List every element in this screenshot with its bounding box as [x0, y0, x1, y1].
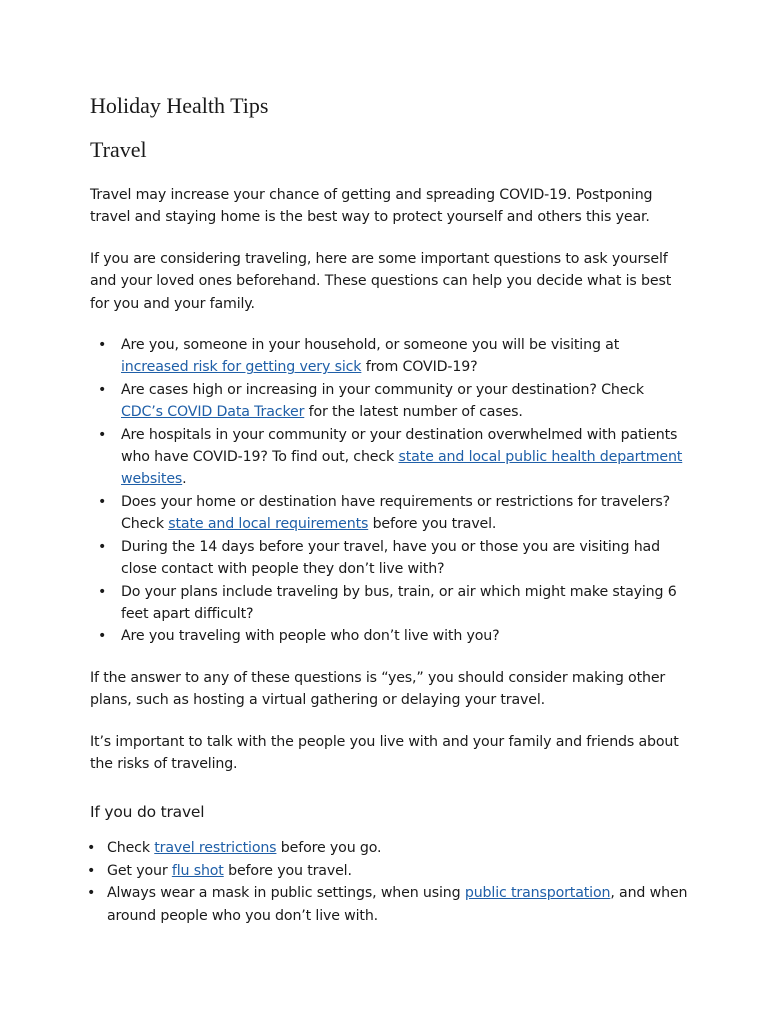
list-item-text: for the latest number of cases.	[304, 404, 523, 421]
intro-paragraph: Travel may increase your chance of getting and spreading COVID-19. Postponing travel and staying home is the best way to protect yourself and others this year.	[90, 187, 653, 226]
list-item-text: before you travel.	[368, 516, 497, 533]
list-item-text: Are hospitals in your community or your destination overwhelmed with patients who have COVID-19? To find out, check	[121, 426, 678, 466]
list-item-text: Get your	[107, 862, 172, 879]
list-item-text: Are you, someone in your household, or someone you will be visiting at	[121, 337, 620, 354]
list-item-text: Does your home or destination have requirements or restrictions for travelers? Check	[121, 493, 671, 533]
list-item-text: Are cases high or increasing in your community or your destination? Check	[121, 381, 644, 398]
list-item	[90, 334, 690, 379]
questions-list	[90, 334, 690, 648]
covid-data-tracker-link[interactable]: CDC’s COVID Data Tracker	[121, 404, 305, 421]
list-item	[90, 491, 690, 536]
travel-tips-list	[90, 837, 690, 927]
list-item	[90, 860, 690, 882]
travel-restrictions-link[interactable]: travel restrictions	[154, 840, 277, 857]
list-item: • Do your plans include traveling by bus, train, or air which might make staying 6 feet apart difficult?	[90, 581, 690, 626]
increased-risk-link[interactable]: increased risk for getting very sick	[121, 359, 362, 376]
page-title: Holiday Health Tips	[90, 93, 269, 118]
list-item: • During the 14 days before your travel, have you or those you are visiting had close contact with people they don’t live with?	[90, 536, 690, 581]
if-you-do-travel-heading: If you do travel	[90, 803, 205, 822]
list-item-text: .	[182, 471, 187, 488]
flu-shot-link[interactable]: flu shot	[171, 862, 224, 879]
list-item-text: , and when around people who you don’t live with.	[107, 885, 688, 924]
list-item	[90, 882, 690, 927]
list-item-text: Check	[107, 840, 155, 857]
document-page	[90, 92, 690, 927]
local-requirements-link[interactable]: state and local requirements	[168, 516, 369, 533]
considering-paragraph: If you are considering traveling, here are some important questions to ask yourself and your loved ones beforehand. These questions can help you decide what is best for you and your family.	[90, 250, 672, 312]
list-item: • Are you traveling with people who don’t live with you?	[90, 625, 690, 647]
list-item-text: before you travel.	[223, 862, 352, 879]
section-title-travel: Travel	[90, 137, 147, 162]
list-item	[90, 379, 690, 424]
health-department-websites-link[interactable]: state and local public health department websites	[121, 449, 683, 488]
list-item	[90, 837, 690, 859]
talk-paragraph: It’s important to talk with the people you live with and your family and friends about the risks of traveling.	[90, 733, 679, 772]
public-transportation-link[interactable]: public transportation	[464, 885, 611, 902]
answer-yes-paragraph: If the answer to any of these questions is “yes,” you should consider making other plans, such as hosting a virtual gathering or delaying your travel.	[90, 669, 666, 709]
list-item-text: from COVID-19?	[361, 359, 478, 376]
list-item	[90, 424, 690, 491]
list-item-text: Always wear a mask in public settings, when using	[107, 885, 465, 902]
list-item-text: before you go.	[276, 840, 382, 857]
